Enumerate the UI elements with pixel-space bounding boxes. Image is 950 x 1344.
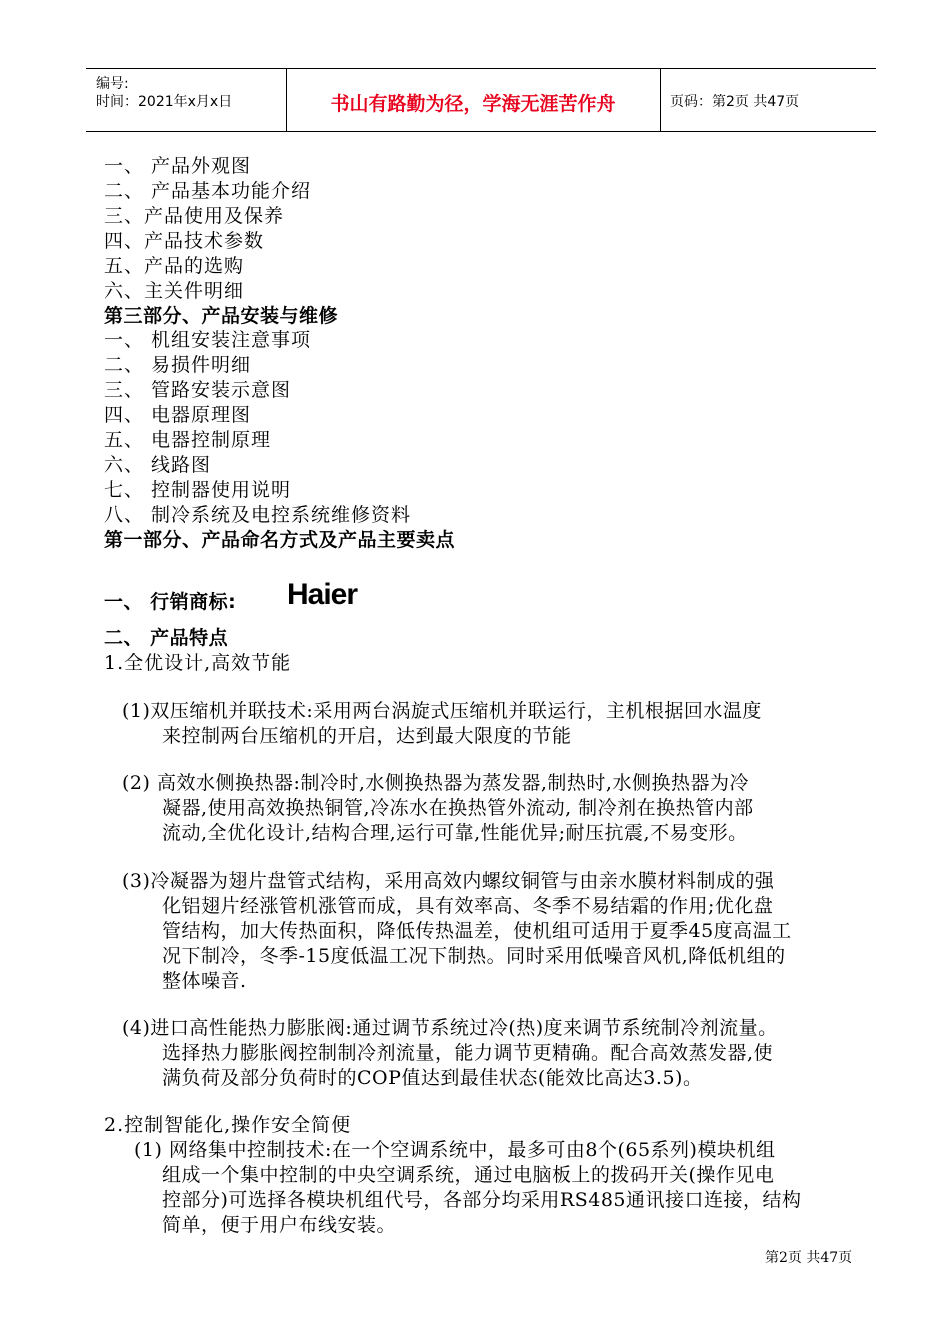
toc-item: 五、 电器控制原理 [104,429,272,451]
header-divider [660,69,661,131]
trademark-label: 一、 行销商标: [104,591,237,613]
toc-item: 五、产品的选购 [104,255,245,277]
toc-item: 一、 机组安装注意事项 [104,329,312,351]
paragraph-line: (4)进口高性能热力膨胀阀:通过调节系统过冷(热)度来调节系统制冷剂流量。 [122,1017,778,1039]
paragraph-line: 简单，便于用户布线安装。 [162,1214,397,1236]
toc-item: 六、 线路图 [104,454,212,476]
toc-item: 三、产品使用及保养 [104,205,285,227]
paragraph-line: 凝器,使用高效换热铜管,冷冻水在换热管外流动, 制冷剂在换热管内部 [162,797,754,819]
header-page-info: 页码：第2页 共47页 [670,94,800,110]
page-footer: 第2页 共47页 [765,1250,853,1266]
toc-item: 四、 电器原理图 [104,404,252,426]
paragraph-line: 选择热力膨胀阀控制制冷剂流量，能力调节更精确。配合高效蒸发器,使 [162,1042,774,1064]
page-header [86,68,876,132]
paragraph-line: (1)双压缩机并联技术:采用两台涡旋式压缩机并联运行，主机根据回水温度 [122,700,762,722]
paragraph-line: 整体噪音. [162,970,247,992]
header-meta [96,75,232,111]
section-heading: 2.控制智能化,操作安全简便 [104,1114,352,1136]
paragraph-line: 况下制冷，冬季-15度低温工况下制热。同时采用低噪音风机,降低机组的 [162,945,786,967]
toc-item: 二、 产品基本功能介绍 [104,180,312,202]
paragraph-line: 化铝翅片经涨管机涨管而成，具有效率高、冬季不易结霜的作用;优化盘 [162,895,774,917]
paragraph-line: (2) 高效水侧换热器:制冷时,水侧换热器为蒸发器,制热时,水侧换热器为冷 [122,772,749,794]
toc-item: 三、 管路安装示意图 [104,379,292,401]
serial-label: 编号: [96,76,129,92]
paragraph-line: 满负荷及部分负荷时的COP值达到最佳状态(能效比高达3.5)。 [162,1067,703,1089]
paragraph-line: 组成一个集中控制的中央空调系统，通过电脑板上的拨码开关(操作见电 [162,1164,775,1186]
paragraph-line: (3)冷凝器为翅片盘管式结构，采用高效内螺纹铜管与由亲水膜材料制成的强 [122,870,775,892]
paragraph-line: 流动,全优化设计,结构合理,运行可靠,性能优异;耐压抗震,不易变形。 [162,822,748,844]
toc-item: 一、 产品外观图 [104,155,252,177]
haier-logo: Haier [287,578,358,611]
toc-item: 七、 控制器使用说明 [104,479,292,501]
paragraph-line: 管结构，加大传热面积，降低传热温差，使机组可适用于夏季45度高温工 [162,920,792,942]
time-label: 时间：2021年x月x日 [96,94,233,110]
toc-item: 八、 制冷系统及电控系统维修资料 [104,504,412,526]
toc-item: 二、 易损件明细 [104,354,252,376]
paragraph-line: (1) 网络集中控制技术:在一个空调系统中，最多可由8个(65系列)模块机组 [134,1139,776,1161]
paragraph-line: 控部分)可选择各模块机组代号，各部分均采用RS485通讯接口连接，结构 [162,1189,802,1211]
part1-heading: 第一部分、产品命名方式及产品主要卖点 [104,529,456,551]
header-motto: 书山有路勤为径，学海无涯苦作舟 [330,93,616,115]
features-heading: 二、 产品特点 [104,627,229,649]
toc-item: 六、主关件明细 [104,280,245,302]
paragraph-line: 来控制两台压缩机的开启，达到最大限度的节能 [162,725,572,747]
section-heading: 1.全优设计,高效节能 [104,652,292,674]
part3-heading: 第三部分、产品安装与维修 [104,305,339,327]
toc-item: 四、产品技术参数 [104,230,265,252]
